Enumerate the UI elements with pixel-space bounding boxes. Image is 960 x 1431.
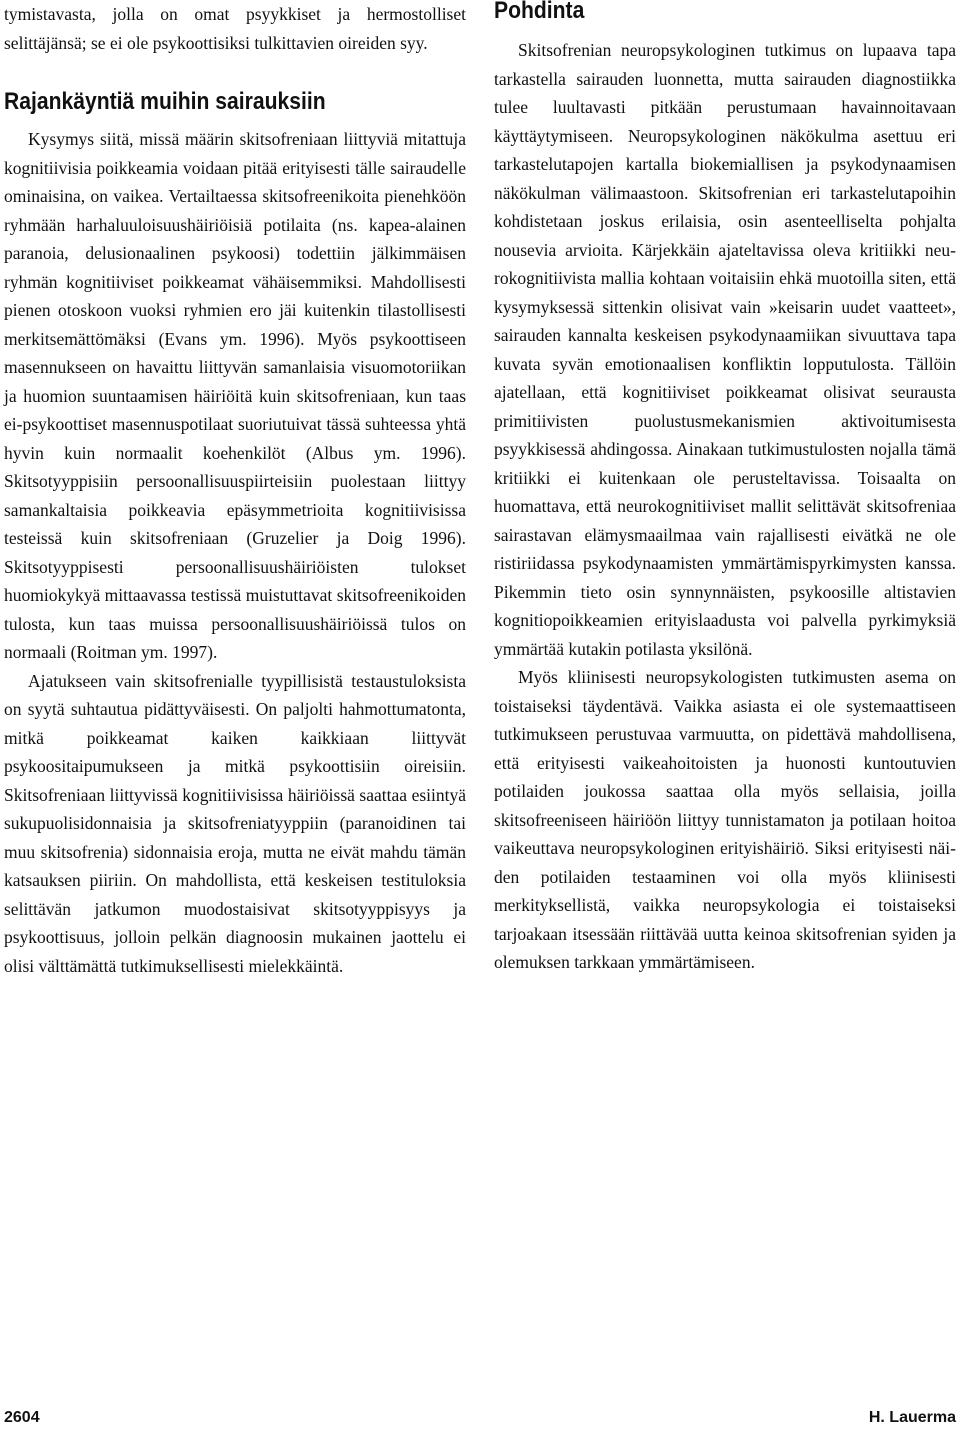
page-number: 2604 (4, 1409, 40, 1426)
paragraph-discussion-1: Skitsofrenian neuropsykologinen tutkimus on lupaava tapa tarkastella sairauden luonnetta, mutta sairauden diagnostiikka tulee luultavasti pitkään perustumaan havainnoitavaan käyttäytymiseen. Neuropsykologinen näkökulma asettuu eri tarkastelutapojen kartalla biokemiallisen ja psykodynaamisen näkökulman välimaastoon. Skitsofrenian eri tarkastelutapoihin kohdistetaan joskus erilaisia, osin asenteelliselta pohjalta nousevia arvioita. Kärjekkäin ajateltavissa oleva kritiikki neurokognitiivista mallia kohtaan voitaisiin ehkä muotoilla siten, että kysymyksessä sittenkin olisivat vain »keisarin uudet vaatteet», sairauden kannalta keskeisen psykodynaamiikan sivuuttava tapa kuvata syvän emotionaalisen konfliktin lopputulosta. Tällöin ajatellaan, että kognitiiviset poikkeamat olisivat seurausta primitiivisten puolustusmekanismien aktivoitumisesta psyykkisessä ahdingossa. Ainakaan tutkimustulosten nojalla tämä kritiikki ei kuitenkaan ole perusteltavissa. Toisaalta on huomattava, että neurokognitiiviset mallit selittävät skitsofreniaa sairastavan elämysmaailmaa vain rajallisesti eivätkä ne ole ristiriidassa psykodynaamisten ymmärtämispyrkimysten kanssa. Pikemmin tieto osin synnynnäisten, psykoosille altistavien kognitiopoikkeamien erityislaadusta voi palvella pyrkimyksiä ymmärtää kutakin potilasta yksilönä. (494, 40, 956, 659)
section-heading-discussion: Pohdinta (494, 0, 585, 24)
right-column (494, 0, 956, 977)
paragraph-differential-1: Kysymys siitä, missä määrin skitsofreniaan liittyviä mitattuja kognitiivisia poikkeamia voidaan pitää erityisesti tälle sairaudelle ominaisina, on vaikea. Vertailtaessa skitsofreenikoita pienehköön ryhmään harhaluuloisuushäiriöisiä potilaita (ns. kapea-alainen paranoia, delusionaalinen psykoosi) todettiin jälkimmäisen ryhmän kognitiiviset poikkeamat vähäisemmiksi. Mahdollisesti pienen otoskoon vuoksi ryhmien ero jäi kuitenkin tilastollisesti merkitsemättömäksi (Evans ym. 1996). Myös psykoottiseen masennukseen on havaittu liittyvän samanlaisia visuomotoriikan ja huomion suuntaamisen häiriöitä kuin skitsofreniaan, kun taas ei-psykoottiset masennuspotilaat suoriutuivat tässä suhteessa yhtä hyvin kuin normaalit koehenkilöt (Albus ym. 1996). Skitsotyyppisiin persoonallisuuspiirteisiin puolestaan liittyy samankaltaisia poikkeavia epäsymmetrioita kognitiivisissa testeissä kuin skitsofreniaan (Gruzelier ja Doig 1996). Skitsotyyppisesti persoonallisuushäiriöisten tulokset huomiokykyä mittaavassa testissä muistuttavat skitsofreenikoiden tulosta, kun taas muissa persoonallisuushäiriöissä tulos on normaali (Roitman ym. 1997). (4, 129, 466, 662)
continuation-paragraph: tymistavasta, jolla on omat psyykkiset ja hermostolliset selittäjänsä; se ei ole psykoottisiksi tulkittavien oireiden syy. (4, 4, 466, 53)
paragraph-differential-2: Ajatukseen vain skitsofrenialle tyypillisistä testaustuloksista on syytä suhtautua pidättyväisesti. On paljolti hahmottumatonta, mitkä poikkeamat kaiken kaikkiaan liittyvät psykoositaipumukseen ja mitkä psykoottisiin oireisiin. Skitsofreniaan liittyvissä kognitiivisissa häiriöissä saattaa esiintyä sukupuolisidonnaisia ja skitsofreniatyyppiin (paranoidinen tai muu skitsofrenia) sidonnaisia eroja, mutta ne eivät mahdu tämän katsauksen piiriin. On mahdollista, että keskeisen testituloksia selittävän jatkumon muodostaisivat skitsotyyppisyys ja psykoottisuus, jolloin pelkän diagnoosin mukainen jaottelu ei olisi välttämättä tutkimuksellisesti mielekkäintä. (4, 670, 466, 976)
paragraph-discussion-2: Myös kliinisesti neuropsykologisten tutkimusten asema on toistaiseksi täydentävä. Vaikka asiasta ei ole systemaattiseen tutkimukseen perustuvaa varmuutta, on pidettävä mahdollisena, että erityisesti vaikeahoitoisten ja huonosti kuntoutuvien potilaiden joukossa saattaa olla myös sellaisia, joilla skitsofreeniseen häiriöön liittyy tunnistamaton ja potilaan hoitoa vaikeuttava neuropsykologinen erityishäiriö. Siksi erityisesti näiden potilaiden testaaminen voi olla myös kliinisesti merkityksellistä, vaikka neuropsykologia ei toistaiseksi tarjoakaan itsessään riittävää uutta keinoa skitsofrenian syiden ja olemuksen tarkkaan ymmärtämiseen. (494, 667, 956, 972)
left-column (4, 0, 466, 980)
section-heading-differential: Rajankäyntiä muihin sairauksiin (4, 88, 326, 115)
running-author: H. Lauerma (868, 1409, 956, 1426)
